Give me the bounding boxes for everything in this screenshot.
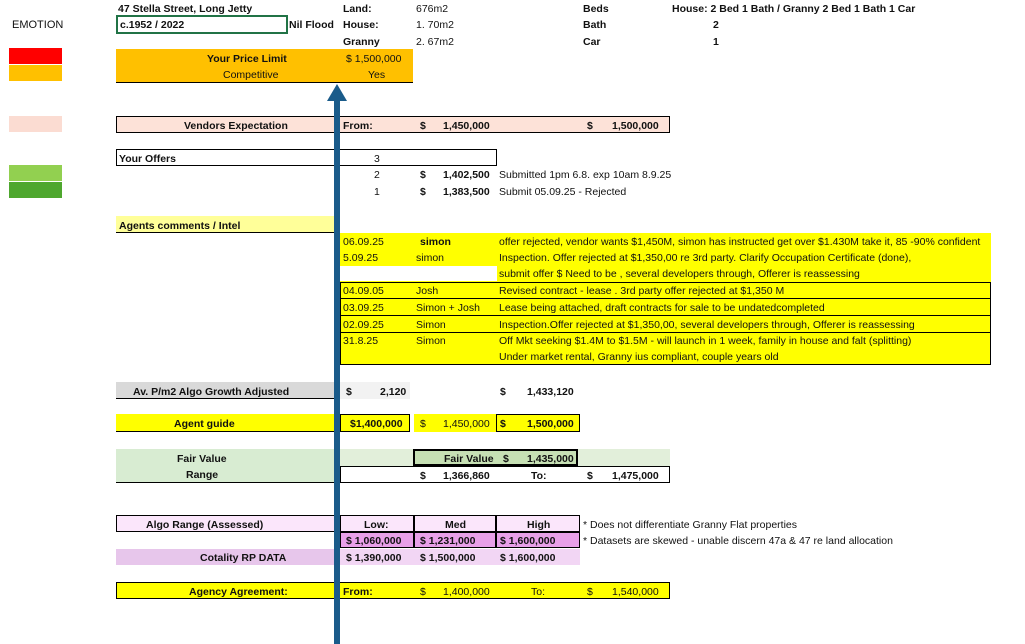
vendors-currency-2: $	[587, 120, 593, 132]
arrow-up-icon	[327, 84, 347, 101]
algo-note-1: * Does not differentiate Granny Flat properties	[583, 519, 798, 531]
fair-value-label: Fair Value	[177, 453, 227, 465]
comment-date: 31.8.25	[343, 335, 379, 347]
fair-value-amount: 1,435,000	[527, 453, 574, 465]
offers-count: 3	[374, 153, 380, 165]
comment-agent: simon	[416, 252, 445, 264]
emotion-swatch-orange	[9, 65, 62, 81]
comment-agent: Simon + Josh	[416, 302, 480, 314]
emotion-swatch-red	[9, 48, 62, 64]
range-to: To:	[531, 470, 547, 482]
cotality-high: $ 1,600,000	[500, 552, 556, 564]
property-year: c.1952 / 2022	[120, 19, 185, 31]
emotion-swatch-pink	[9, 116, 62, 132]
algo-growth-currency: $	[346, 386, 352, 398]
price-limit-label: Your Price Limit	[207, 53, 287, 65]
comment-date: 02.09.25	[343, 319, 384, 331]
algo-high-label: High	[527, 519, 551, 531]
land-value: 676m2	[416, 3, 449, 15]
car-value: 1	[713, 36, 719, 48]
competitive-label: Competitive	[223, 69, 279, 81]
agency-value-2: 1,540,000	[612, 586, 659, 598]
offer-note: Submit 05.09.25 - Rejected	[499, 186, 627, 198]
cotality-label: Cotality RP DATA	[200, 552, 287, 564]
agent-guide-value-1: $1,400,000	[350, 418, 403, 430]
comment-agent: Simon	[416, 319, 446, 331]
fair-value-currency: $	[503, 453, 509, 465]
emotion-label: EMOTION	[12, 19, 64, 31]
offer-amount: 1,402,500	[443, 169, 490, 181]
comment-date: 06.09.25	[343, 236, 384, 248]
car-label: Car	[583, 36, 601, 48]
bath-label: Bath	[583, 19, 607, 31]
range-currency-low: $	[420, 470, 426, 482]
comment-text: submit offer $ Need to be , several developers through, Offerer is reassessing	[499, 268, 860, 280]
granny-label: Granny	[343, 36, 380, 48]
offer-amount: 1,383,500	[443, 186, 490, 198]
vendors-from: From:	[343, 120, 373, 132]
price-limit-value: $ 1,500,000	[346, 53, 402, 65]
row-divider	[340, 332, 991, 333]
comment-text: Inspection.Offer rejected at $1,350,00, several developers through, Offerer is reassessing	[499, 319, 915, 331]
agency-currency-2: $	[587, 586, 593, 598]
property-address: 47 Stella Street, Long Jetty	[118, 3, 253, 15]
offer-currency: $	[420, 186, 426, 198]
offer-number: 1	[374, 186, 380, 198]
comment-date: 5.09.25	[343, 252, 379, 264]
vendors-value-1: 1,450,000	[443, 120, 490, 132]
emotion-swatch-lightgreen	[9, 165, 62, 181]
house-value: 1. 70m2	[416, 19, 454, 31]
competitive-value: Yes	[368, 69, 386, 81]
range-high: 1,475,000	[612, 470, 659, 482]
agency-to: To:	[531, 586, 546, 598]
algo-note-2: * Datasets are skewed - unable discern 47a & 47 re land allocation	[583, 535, 893, 547]
offer-currency: $	[420, 169, 426, 181]
flood-status: Nil Flood	[289, 19, 334, 31]
algo-med-value: $ 1,231,000	[420, 535, 476, 547]
agency-from: From:	[343, 586, 373, 598]
algo-low-value: $ 1,060,000	[346, 535, 402, 547]
year-cell[interactable]	[116, 15, 288, 34]
arrow-shaft	[334, 98, 340, 644]
offers-label: Your Offers	[119, 153, 176, 165]
algo-range-label: Algo Range (Assessed)	[146, 519, 264, 531]
cotality-med: $ 1,500,000	[420, 552, 476, 564]
agent-guide-currency-2: $	[420, 418, 426, 430]
algo-low-label: Low:	[364, 519, 389, 531]
beds-label: Beds	[583, 3, 609, 15]
comment-agent: Josh	[416, 285, 439, 297]
vendors-value-2: 1,500,000	[612, 120, 659, 132]
comment-agent: Simon	[416, 335, 446, 347]
agents-blank-cell	[340, 266, 497, 281]
vendors-currency-1: $	[420, 120, 426, 132]
agency-label: Agency Agreement:	[189, 586, 288, 598]
comment-date: 03.09.25	[343, 302, 384, 314]
range-currency-high: $	[587, 470, 593, 482]
granny-value: 2. 67m2	[416, 36, 454, 48]
agent-guide-value-2: 1,450,000	[443, 418, 490, 430]
algo-growth-label: Av. P/m2 Algo Growth Adjusted	[133, 386, 290, 398]
vendors-label: Vendors Expectation	[184, 120, 288, 132]
fair-value-inner-label: Fair Value	[444, 453, 494, 465]
house-label: House:	[343, 19, 379, 31]
agents-label: Agents comments / Intel	[119, 220, 241, 232]
range-low: 1,366,860	[443, 470, 490, 482]
comment-text: Off Mkt seeking $1.4M to $1.5M - will launch in 1 week, family in house and falt (splitting)	[499, 335, 912, 347]
agent-guide-currency-3: $	[500, 418, 506, 430]
agent-guide-value-3: 1,500,000	[527, 418, 574, 430]
bath-value: 2	[713, 19, 719, 31]
comment-agent: simon	[420, 236, 451, 248]
range-label: Range	[186, 469, 219, 481]
land-label: Land:	[343, 3, 372, 15]
offer-note: Submitted 1pm 6.8. exp 10am 8.9.25	[499, 169, 672, 181]
algo-high-value: $ 1,600,000	[500, 535, 556, 547]
row-divider	[340, 315, 991, 316]
comment-text: Under market rental, Granny ius compliant, couple years old	[499, 351, 779, 363]
beds-value: House: 2 Bed 1 Bath / Granny 2 Bed 1 Bath 1 Car	[672, 3, 916, 15]
comment-text: Lease being attached, draft contracts for sale to be undatedcompleted	[499, 302, 825, 314]
agency-currency-1: $	[420, 586, 426, 598]
emotion-swatch-green	[9, 182, 62, 198]
offer-number: 2	[374, 169, 380, 181]
comment-text: offer rejected, vendor wants $1,450M, simon has instructed get over $1.430M take it, 85 -90% confident	[499, 236, 981, 248]
cotality-low: $ 1,390,000	[346, 552, 402, 564]
row-divider	[340, 298, 991, 299]
agent-guide-label: Agent guide	[174, 418, 235, 430]
algo-growth-currency-2: $	[500, 386, 506, 398]
algo-med-label: Med	[445, 519, 466, 531]
comment-text: Revised contract - lease . 3rd party offer rejected at $1,350 M	[499, 285, 785, 297]
comment-text: Inspection. Offer rejected at $1,350,00 re 3rd party. Clarify Occupation Certificate (done),	[499, 252, 912, 264]
comment-date: 04.09.05	[343, 285, 384, 297]
agency-value-1: 1,400,000	[443, 586, 490, 598]
algo-growth-rate: 2,120	[380, 386, 407, 398]
algo-growth-total: 1,433,120	[527, 386, 574, 398]
